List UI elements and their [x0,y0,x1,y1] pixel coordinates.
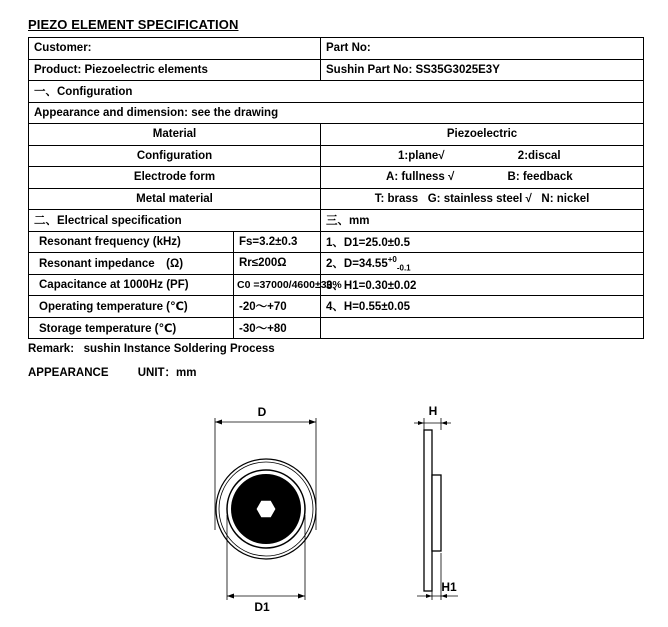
resonant-impedance-value: Rr≤200Ω [234,253,321,275]
electrode-option-2: B: feedback [507,171,573,184]
disc-side-view [414,404,458,600]
dimensions-heading: 三、mm [321,210,644,232]
configuration-option-1: 1:plane√ [398,149,445,162]
configuration-option-2: 2:discal [517,149,561,162]
resonant-frequency-label: Resonant frequency (kHz) [29,231,234,253]
storage-temp-value: -30～+80 [234,317,321,339]
configuration-heading: 一、Configuration [29,81,644,103]
part-no-cell: Part No: [321,38,644,60]
dimension-d-sup: +0 [387,254,397,264]
capacitance-label: Capacitance at 1000Hz (PF) [29,274,234,296]
dimension-d-sub: -0.1 [396,262,411,272]
capacitance-value: C0 =37000/4600±30% [234,274,321,296]
dimension-h: 4、H=0.55±0.05 [321,296,644,318]
electrical-heading: 二、Electrical specification [29,210,321,232]
remark: Remark: sushin Instance Soldering Process [28,343,275,355]
dimension-d1: 1、D1=25.0±0.5 [321,231,644,253]
operating-temp-value: -20～+70 [234,296,321,318]
resonant-impedance-label: Resonant impedance (Ω) [29,253,234,275]
appearance-row: Appearance and dimension: see the drawing [29,102,644,124]
product-cell: Product: Piezoelectric elements [29,59,321,81]
metal-material-label: Metal material [29,188,321,210]
label-h: H [428,404,438,418]
customer-cell: Customer: [29,38,321,60]
appearance-label: APPEARANCE [28,367,109,379]
dimension-h1: 3、H1=0.30±0.02 [321,274,644,296]
page-title: PIEZO ELEMENT SPECIFICATION [28,17,239,32]
dimension-d-main: 2、D=34.55 [326,257,388,270]
resonant-frequency-value: Fs=3.2±0.3 [234,231,321,253]
material-value: Piezoelectric [321,124,644,146]
label-d1: D1 [254,600,270,614]
disc-front-view [215,405,316,614]
label-d: D [257,405,267,419]
label-h1: H1 [441,580,457,594]
sushin-part-no-cell: Sushin Part No: SS35G3025E3Y [321,59,644,81]
electrode-option-1: A: fullness √ [386,171,455,184]
electrode-form-label: Electrode form [29,167,321,189]
unit-label: UNIT：mm [137,367,197,379]
configuration-label: Configuration [29,145,321,167]
operating-temp-label: Operating temperature (℃) [29,296,234,318]
storage-temp-label: Storage temperature (℃) [29,317,234,339]
metal-material-value: T: brass G: stainless steel √ N: nickel [321,188,644,210]
material-label: Material [29,124,321,146]
